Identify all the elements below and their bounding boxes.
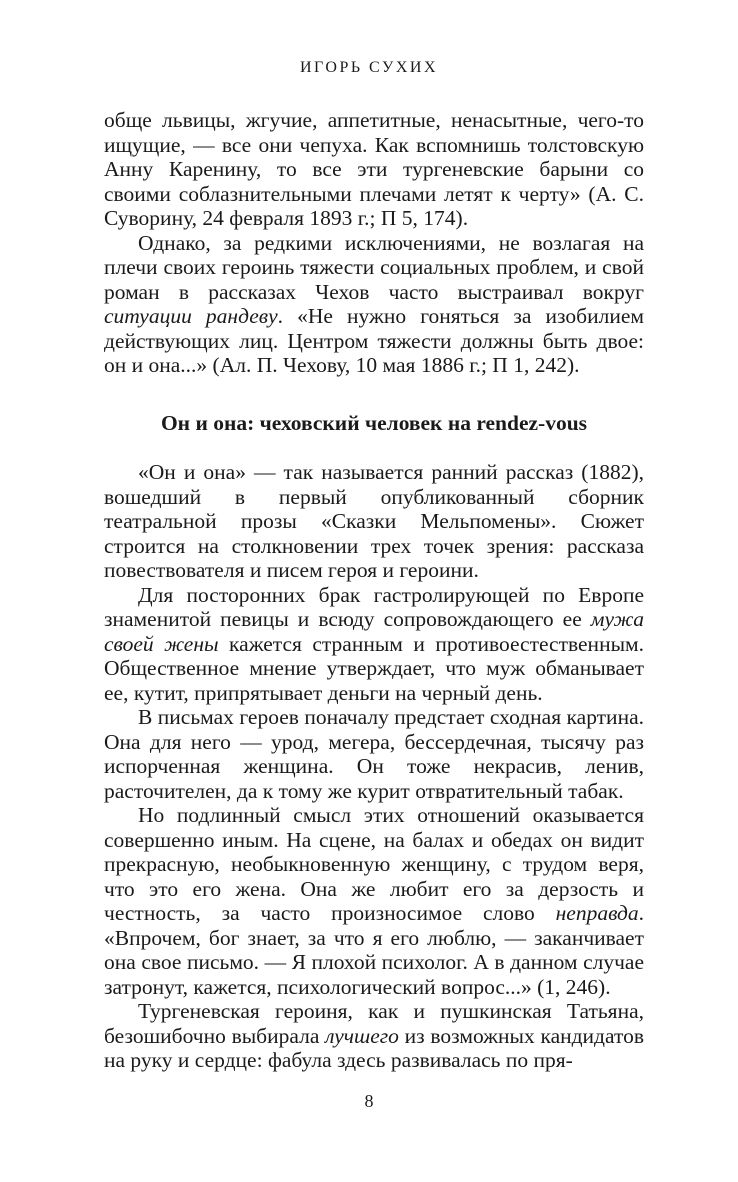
paragraph — [104, 705, 644, 803]
text-block-bottom — [104, 460, 644, 1073]
text-run: «Он и она» — так называется ранний рассказ (1882), вошедший в первый опубликованный сборник театральной прозы «Сказки Мельпомены». Сюжет строится на столкновении трех точек зрения: рассказа повествователя и писем героя и героини. — [104, 460, 644, 582]
running-head: ИГОРЬ СУХИХ — [300, 59, 438, 76]
text-run: . «Не нужно гоняться за изобилием действующих лиц. Центром тяжести должны быть двое: он и она...» (Ал. П. Чехову, 10 мая 1886 г.; П 1, 242). — [104, 304, 644, 377]
italic-phrase: лучшего — [325, 1023, 399, 1048]
text-run: кажется странным и противоестественным. Общественное мнение утверждает, что муж обманывает ее, кутит, припрятывает деньги на черный день. — [104, 631, 644, 705]
text-run: Однако, за редкими исключениями, не возлагая на плечи своих героинь тяжести социальных проблем, и свой роман в рассказах Чехов часто выстраивал вокруг — [104, 230, 644, 304]
paragraph — [104, 460, 644, 583]
text-run: обще львицы, жгучие, аппетитные, ненасытные, чего-то ищущие, — все они чепуха. Как вспомнишь толстовскую Анну Каренину, то все эти тургеневские барыни со своими соблазнительными плечами летят к черту» (А. С. Суворину, 24 февраля 1893 г.; П 5, 174). — [104, 108, 644, 230]
text-run: Тургеневская героиня, как и пушкинская Татьяна, безошибочно выбирала — [104, 999, 644, 1048]
paragraph — [104, 999, 644, 1073]
section-heading: Он и она: чеховский человек на rendez-vous — [160, 411, 588, 435]
text-run: В письмах героев поначалу предстает сходная картина. Она для него — урод, мегера, бессердечная, тысячу раз испорченная женщина. Он тоже некрасив, ленив, расточителен, да к тому же курит отвратительный табак. — [104, 705, 644, 803]
paragraph — [104, 231, 644, 378]
text-run: . «Впрочем, бог знает, за что я его люблю, — заканчивает она свое письмо. — Я плохой психолог. А в данном случае затронут, кажется, психологический вопрос...» (1, 246). — [104, 901, 644, 999]
text-run: Но подлинный смысл этих отношений оказывается совершенно иным. На сцене, на балах и обедах он видит прекрасную, необыкновенную женщину, с трудом веря, что это его жена. Она же любит его за дерзость и честность, за часто произносимое слово — [104, 803, 644, 925]
text-run: Для посторонних брак гастролирующей по Европе знаменитой певицы и всюду сопровождающего ее — [104, 582, 644, 631]
text-run: из возможных кандидатов на руку и сердце: фабула здесь развивалась по пря- — [104, 1023, 644, 1072]
italic-phrase: мужа своей жены — [104, 607, 644, 656]
paragraph — [104, 108, 644, 231]
paragraph — [104, 803, 644, 999]
paragraph — [104, 583, 644, 706]
italic-phrase: ситуации рандеву — [104, 304, 278, 328]
text-block-top — [104, 108, 644, 378]
page-number: 8 — [364, 1091, 374, 1111]
italic-phrase: неправда — [555, 901, 639, 925]
